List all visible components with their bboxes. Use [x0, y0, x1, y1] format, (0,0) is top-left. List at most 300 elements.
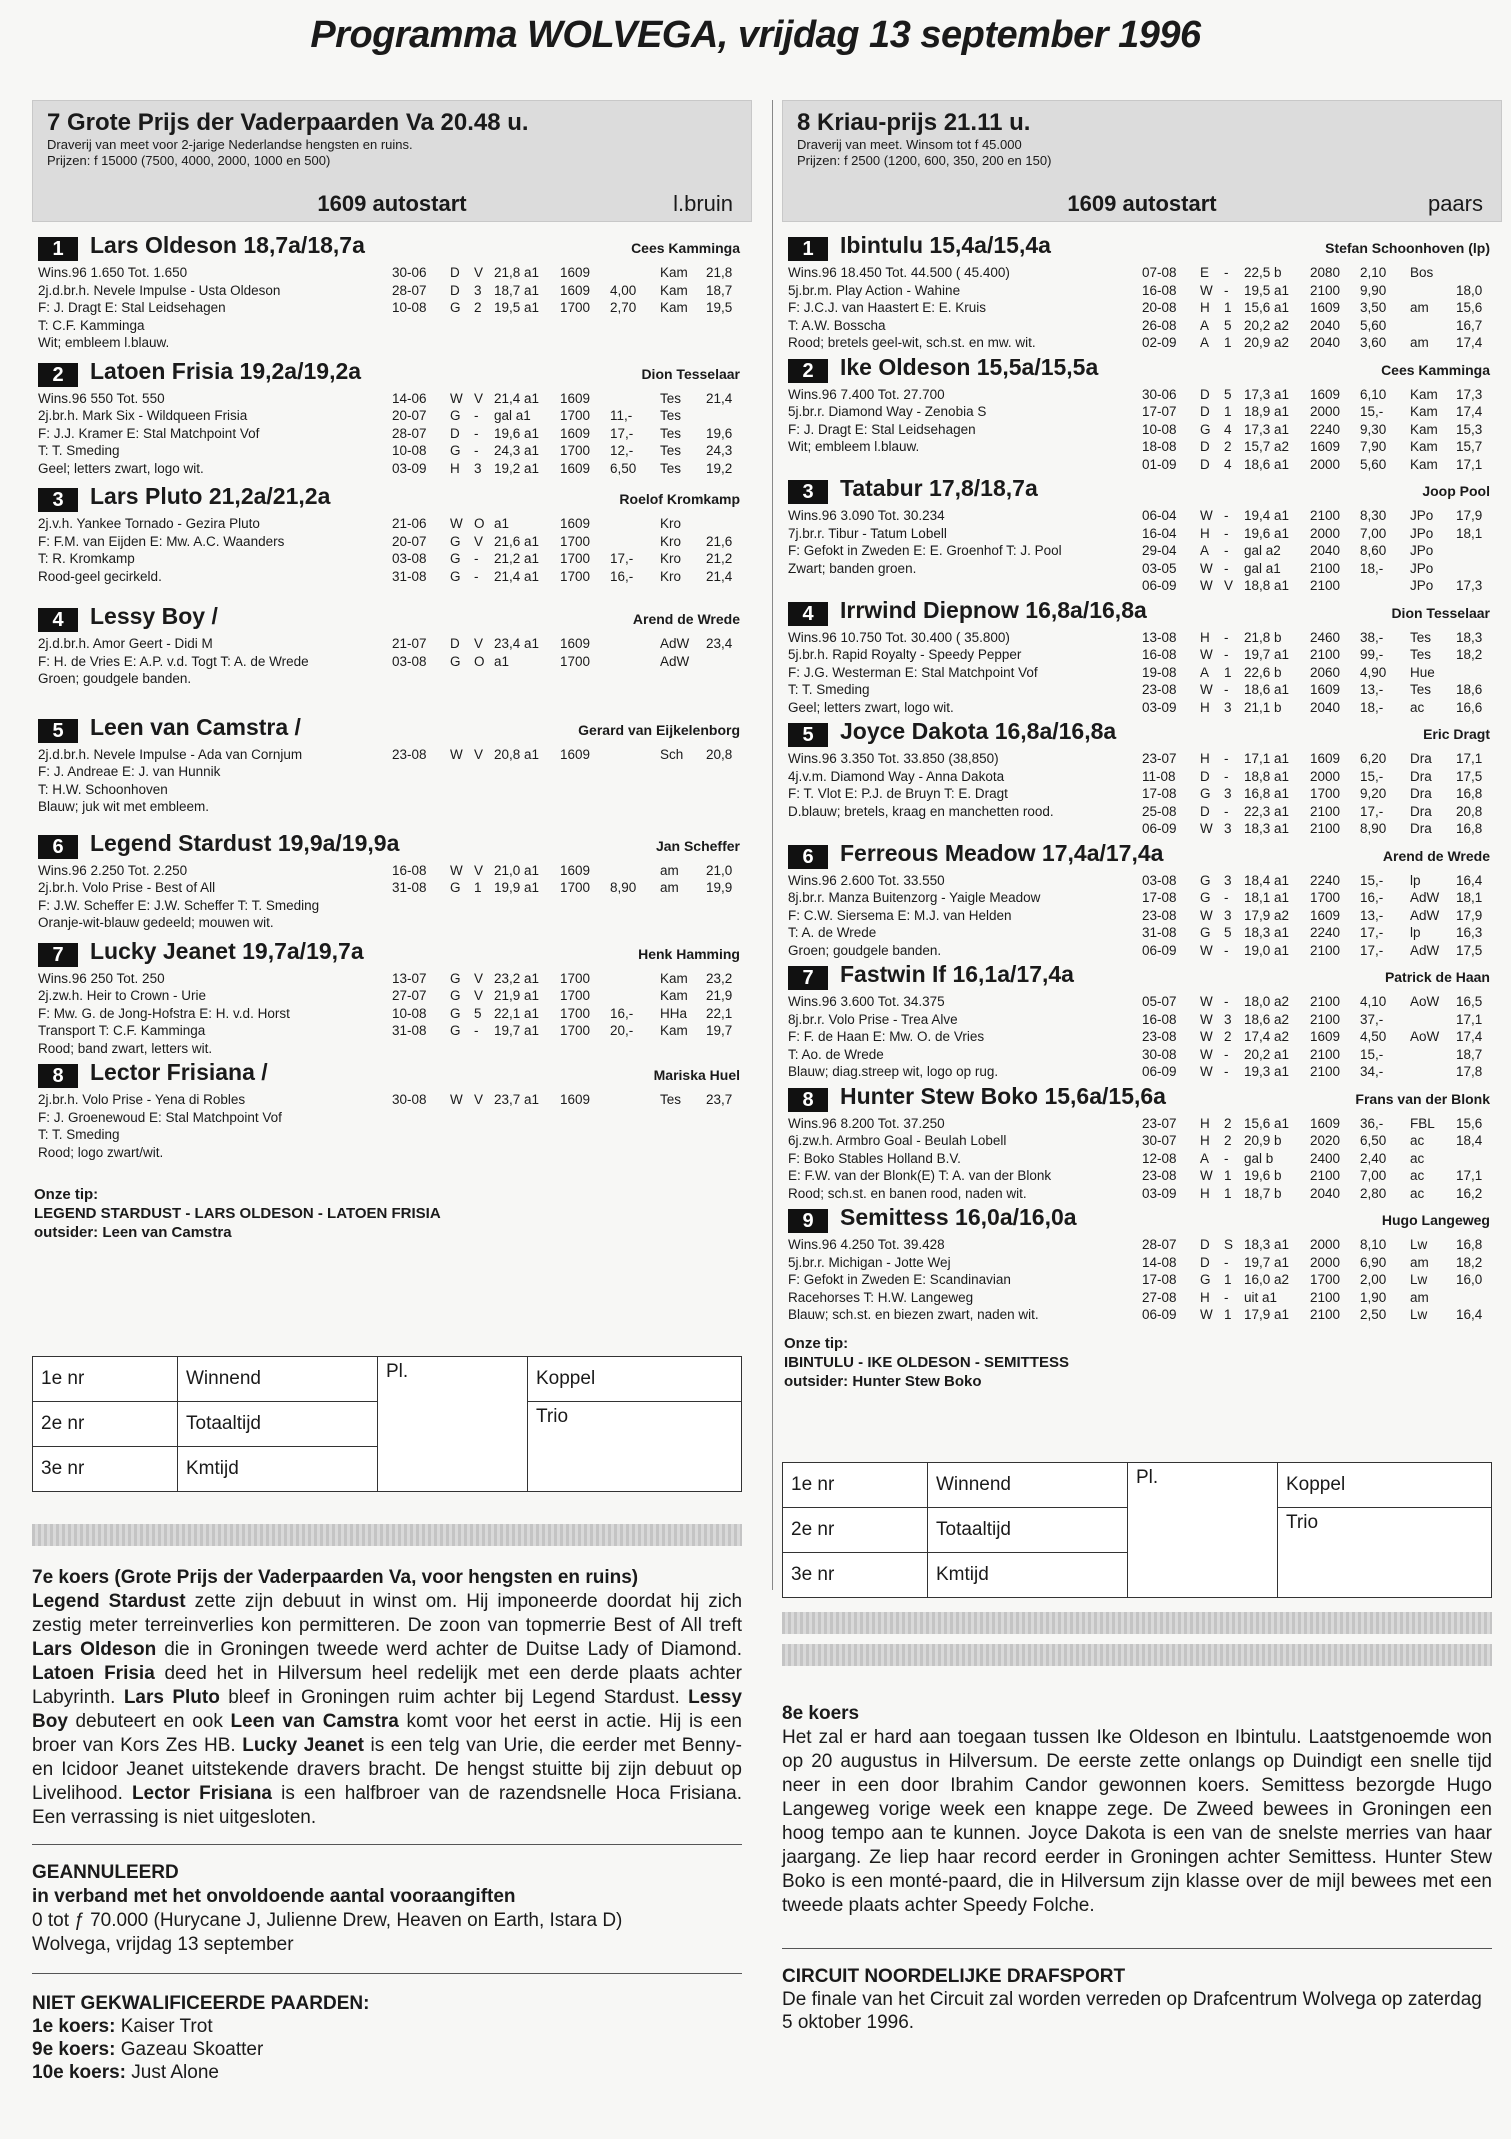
- horse-number: 4: [38, 608, 78, 632]
- result-cell: 06-04: [1142, 508, 1177, 523]
- separator-bar: [782, 1644, 1492, 1666]
- result-cell: H: [1200, 751, 1210, 766]
- horse-name: Lessy Boy /: [90, 603, 218, 629]
- result-cell: W: [1200, 682, 1213, 697]
- horse-number: 2: [38, 363, 78, 387]
- result-cell: 9,20: [1360, 786, 1387, 801]
- result-cell: 18,1: [1456, 890, 1483, 905]
- horse-info-line: F: J.W. Scheffer E: J.W. Scheffer T: T. Smeding: [38, 897, 320, 913]
- result-cell[interactable]: 3e nr: [783, 1553, 928, 1598]
- result-cell: -: [1224, 265, 1229, 280]
- result-cell: 17,-: [1360, 942, 1384, 958]
- horse-info-line: Wins.96 1.650 Tot. 1.650: [38, 265, 188, 280]
- separator-bar: [32, 1524, 742, 1546]
- horse-info-line: 8j.br.r. Manza Buitenzorg - Yaigle Meadow: [788, 890, 1041, 905]
- result-cell: 2040: [1310, 335, 1341, 350]
- horse-ref: Just Alone: [126, 2062, 219, 2083]
- result-cell[interactable]: Pl.: [1128, 1463, 1278, 1598]
- result-cell: 5,60: [1360, 317, 1387, 333]
- horse-name: Ike Oldeson 15,5a/15,5a: [840, 353, 1099, 380]
- horse-info: [32, 1091, 412, 1161]
- result-cell: 20,2 a1: [1244, 1046, 1290, 1062]
- horse-info-line: Wins.96 3.350 Tot. 33.850 (38,850): [788, 751, 999, 766]
- result-cell: 19,7 a1: [494, 1023, 540, 1038]
- result-cell: Kam: [1410, 386, 1438, 402]
- result-cell[interactable]: 2e nr: [33, 1402, 178, 1447]
- horse-number: 5: [38, 719, 78, 743]
- horse-info-line: Wins.96 8.200 Tot. 37.250: [788, 1115, 945, 1131]
- result-cell: -: [1224, 768, 1229, 784]
- horse-number: 3: [788, 480, 828, 504]
- horse-entry: [782, 475, 1502, 595]
- commentary-text: komt voor het eerst in actie. Hij is een broer van Kors Zes HB.: [32, 1711, 742, 1756]
- result-cell: 17,3 a1: [1244, 421, 1290, 437]
- result-row: [1142, 924, 1502, 942]
- result-cell[interactable]: Kmtijd: [178, 1447, 378, 1492]
- result-cell: 2,50: [1360, 1307, 1387, 1322]
- result-cell: 20,8: [1456, 803, 1483, 819]
- result-cell[interactable]: Koppel: [528, 1357, 742, 1402]
- result-cell: 7,90: [1360, 439, 1387, 454]
- result-cell: 16,0: [1456, 1272, 1483, 1287]
- horse-name-ref: Lars Pluto: [123, 1687, 220, 1708]
- result-cell: 2100: [1310, 1307, 1341, 1322]
- result-row: [1142, 1271, 1502, 1289]
- result-cell: 15,7 a2: [1244, 439, 1290, 454]
- result-cell: W: [1200, 1168, 1213, 1183]
- race-7-bottom: [32, 1356, 742, 2084]
- result-cell: 16,-: [1360, 890, 1384, 905]
- result-cell: 11-08: [1142, 768, 1176, 784]
- horse-details: [32, 970, 752, 1058]
- result-row: [392, 299, 752, 317]
- result-cell[interactable]: Trio: [528, 1402, 742, 1492]
- result-cell: 1609: [1310, 300, 1341, 315]
- result-cell: 23-07: [1142, 1115, 1177, 1131]
- horse-details: [782, 507, 1502, 595]
- result-cell: 21,1 b: [1244, 699, 1282, 715]
- result-cell: 17,9 a1: [1244, 1307, 1290, 1322]
- result-cell: 1609: [1310, 386, 1341, 402]
- result-cell: 16,8: [1456, 1237, 1483, 1252]
- result-cell: 8,90: [610, 880, 637, 895]
- horse-info-line: Wit; embleem l.blauw.: [38, 335, 170, 350]
- result-row: [392, 407, 752, 425]
- result-cell: 2100: [1310, 578, 1341, 593]
- result-cell: -: [474, 408, 479, 423]
- result-row: [1142, 525, 1502, 543]
- horse-driver: Patrick de Haan: [1384, 969, 1490, 985]
- result-cell: H: [1200, 300, 1210, 315]
- result-cell: lp: [1410, 925, 1421, 940]
- horse-name: Fastwin If 16,1a/17,4a: [840, 961, 1074, 987]
- horse-entry: [32, 483, 752, 585]
- result-cell[interactable]: Totaaltijd: [928, 1508, 1128, 1553]
- result-cell: Lw: [1410, 1307, 1428, 1322]
- result-cell: 17,4: [1456, 1029, 1483, 1044]
- tip-text: IBINTULU - IKE OLDESON - SEMITTESS: [784, 1353, 1070, 1371]
- divider: [782, 1948, 1492, 1949]
- result-row: [392, 879, 752, 897]
- horse-info-line: F: Gefokt in Zweden E: Scandinavian: [788, 1272, 1011, 1287]
- result-cell: 2100: [1310, 803, 1341, 819]
- horse-entry: [782, 1204, 1502, 1324]
- result-cell: 17,1: [1456, 1168, 1483, 1183]
- result-cell: 2,40: [1360, 1150, 1387, 1166]
- result-cell[interactable]: Winnend: [178, 1357, 378, 1402]
- horse-driver: Dion Tesselaar: [641, 365, 740, 382]
- result-cell: 2000: [1310, 1237, 1341, 1252]
- horse-name: Leen van Camstra /: [90, 713, 301, 740]
- horse-info-line: Wins.96 4.250 Tot. 39.428: [788, 1237, 945, 1252]
- result-cell: W: [1200, 1011, 1213, 1027]
- result-cell: 23-08: [1142, 1029, 1177, 1044]
- result-cell: 18,1: [1456, 525, 1483, 541]
- horse-info-line: Wins.96 250 Tot. 250: [38, 970, 165, 986]
- result-cell: 16,7: [1456, 317, 1483, 333]
- result-cell: 16-08: [1142, 1011, 1177, 1027]
- result-cell: H: [1200, 629, 1210, 645]
- geannuleerd-block: [32, 1861, 742, 1957]
- result-cell: 1700: [560, 880, 591, 895]
- horse-header: [32, 1059, 752, 1091]
- result-cell: V: [474, 533, 484, 549]
- result-cell: 6,10: [1360, 386, 1387, 402]
- horse-driver: Arend de Wrede: [1382, 847, 1490, 864]
- result-cell: 21-07: [392, 636, 427, 651]
- race-header: [32, 100, 752, 222]
- result-cell: 16,4: [1456, 872, 1483, 888]
- result-cell: H: [1200, 1133, 1210, 1148]
- result-row: [1142, 282, 1502, 300]
- result-cell: D: [1200, 1237, 1210, 1252]
- result-cell: W: [1200, 282, 1213, 298]
- result-cell: Dra: [1410, 786, 1432, 801]
- result-cell: 16,-: [610, 568, 634, 584]
- horse-number: 9: [788, 1209, 828, 1233]
- result-cell: 13-07: [392, 970, 427, 986]
- result-row: [1142, 507, 1502, 525]
- result-cell[interactable]: 1e nr: [33, 1357, 178, 1402]
- result-cell: D: [450, 265, 460, 280]
- result-cell: 28-07: [1142, 1237, 1177, 1252]
- result-cell[interactable]: Kmtijd: [928, 1553, 1128, 1598]
- result-cell: 18-08: [1142, 439, 1177, 454]
- result-cell: A: [1200, 1150, 1210, 1166]
- result-cell: 2040: [1310, 1185, 1341, 1201]
- result-cell: 29-04: [1142, 543, 1177, 558]
- race-distance: 1609 autostart: [1067, 191, 1217, 216]
- result-row: [1142, 820, 1502, 838]
- result-cell: am: [660, 862, 679, 878]
- result-cell: W: [1200, 560, 1213, 576]
- result-cell: 2100: [1310, 647, 1341, 662]
- result-cell: 1700: [560, 408, 591, 423]
- result-cell: 23,7 a1: [494, 1092, 540, 1107]
- result-cell: 21,4 a1: [494, 568, 540, 584]
- result-cell: 30-07: [1142, 1133, 1177, 1148]
- result-cell: 20,2 a2: [1244, 317, 1290, 333]
- result-cell: 1700: [1310, 1272, 1341, 1287]
- horse-info-line: Geel; letters zwart, logo wit.: [788, 699, 954, 715]
- result-cell: 15,3: [1456, 421, 1483, 437]
- result-cell: 16-04: [1142, 525, 1177, 541]
- result-cell: 1609: [1310, 1029, 1341, 1044]
- result-cell: 21,0: [706, 862, 733, 878]
- result-cell: G: [450, 443, 461, 458]
- result-cell: 1: [1224, 404, 1232, 419]
- separator-bar: [782, 1612, 1492, 1634]
- result-row: [392, 515, 752, 533]
- niet-gekwalificeerd-item: [32, 2038, 742, 2061]
- result-cell: -: [1224, 647, 1229, 662]
- result-cell: 18,-: [1360, 560, 1384, 576]
- result-cell: 3: [1224, 872, 1232, 888]
- geannuleerd-line: Wolvega, vrijdag 13 september: [32, 1934, 294, 1955]
- result-cell: 18,1 a1: [1244, 890, 1290, 905]
- result-cell: 23-07: [1142, 751, 1177, 766]
- horse-details: [782, 386, 1502, 474]
- result-cell: W: [1200, 1307, 1213, 1322]
- result-cell: Dra: [1410, 751, 1432, 766]
- result-cell[interactable]: Trio: [1278, 1508, 1492, 1598]
- result-cell: 25-08: [1142, 803, 1177, 819]
- horse-driver: Eric Dragt: [1423, 726, 1490, 742]
- horse-name: Irrwind Diepnow 16,8a/16,8a: [840, 596, 1147, 623]
- result-cell: 17,9 a2: [1244, 907, 1290, 923]
- result-cell[interactable]: Winnend: [928, 1463, 1128, 1508]
- result-cell: 18,3: [1456, 629, 1483, 645]
- geannuleerd-subheading: in verband met het onvoldoende aantal vooraangiften: [32, 1886, 516, 1907]
- result-cell: 18,4: [1456, 1133, 1483, 1148]
- result-cell: 20-07: [392, 533, 427, 549]
- horse-number: 7: [38, 943, 78, 967]
- result-row: [1142, 629, 1502, 647]
- result-row: [392, 390, 752, 408]
- result-cell: 30-06: [1142, 386, 1177, 402]
- result-cell: 18,8 a1: [1244, 768, 1290, 784]
- result-cell: 19,9 a1: [494, 880, 540, 895]
- result-cell: 17,3: [1456, 386, 1483, 402]
- result-cell: 20,9 b: [1244, 1133, 1282, 1148]
- result-row: [392, 1091, 752, 1109]
- horse-info: [782, 264, 1162, 352]
- result-cell: 2000: [1310, 404, 1341, 419]
- result-table-race-7: [32, 1356, 742, 1492]
- result-cell[interactable]: 2e nr: [783, 1508, 928, 1553]
- result-cell: 1609: [560, 425, 591, 441]
- horse-results: [392, 635, 752, 670]
- result-cell: 2400: [1310, 1150, 1341, 1166]
- result-cell: 07-08: [1142, 265, 1177, 280]
- horse-info-line: 2j.d.br.h. Nevele Impulse - Ada van Cornjum: [38, 746, 303, 762]
- commentary-8: [782, 1702, 1492, 1918]
- result-cell[interactable]: Totaaltijd: [178, 1402, 378, 1447]
- horse-info: [32, 264, 412, 352]
- horse-info: [782, 629, 1162, 717]
- result-cell: 5: [1224, 317, 1232, 333]
- result-cell: G: [450, 568, 461, 584]
- niet-gekwalificeerd-item: [32, 2061, 742, 2084]
- result-cell: -: [1224, 525, 1229, 541]
- result-cell: 99,-: [1360, 647, 1384, 662]
- result-cell: 19,2: [706, 460, 733, 476]
- horse-header: [32, 830, 752, 862]
- result-cell: D: [1200, 803, 1210, 819]
- horse-ref: Gazeau Skoatter: [115, 2039, 264, 2060]
- result-cell: 4: [1224, 456, 1232, 472]
- result-row: [1142, 1289, 1502, 1307]
- result-cell: Kam: [1410, 439, 1438, 454]
- tip-outsider: outsider: Hunter Stew Boko: [784, 1372, 982, 1390]
- result-row: [1142, 664, 1502, 682]
- result-cell: 1: [1224, 1185, 1232, 1201]
- horse-results: [392, 862, 752, 897]
- result-cell: 4,10: [1360, 994, 1387, 1009]
- horse-info-line: F: J. Dragt E: Stal Leidsehagen: [38, 300, 226, 315]
- horse-number: 2: [788, 359, 828, 383]
- result-cell[interactable]: 3e nr: [33, 1447, 178, 1492]
- horse-info-line: Blauw; juk wit met embleem.: [38, 799, 210, 814]
- result-cell: a1: [494, 516, 510, 531]
- result-cell: H: [1200, 1185, 1210, 1201]
- result-cell: 2040: [1310, 543, 1341, 558]
- horse-info-line: 2j.zw.h. Heir to Crown - Urie: [38, 988, 207, 1003]
- result-cell: gal a1: [494, 408, 531, 423]
- horse-info: [782, 1115, 1162, 1203]
- result-cell: 4,50: [1360, 1029, 1387, 1044]
- result-cell: 1700: [560, 300, 591, 315]
- result-row: [1142, 646, 1502, 664]
- horse-info-line: 7j.br.r. Tibur - Tatum Lobell: [788, 525, 947, 541]
- horse-driver: Stefan Schoonhoven (lp): [1325, 240, 1490, 256]
- horse-info-line: F: Gefokt in Zweden E: E. Groenhof T: J. Pool: [788, 543, 1062, 558]
- result-cell: D: [450, 282, 460, 298]
- result-cell: G: [450, 970, 461, 986]
- result-cell: 18,6 a1: [1244, 682, 1290, 697]
- result-cell: 18,0 a2: [1244, 994, 1290, 1009]
- result-cell: D: [1200, 386, 1210, 402]
- result-row: [1142, 768, 1502, 786]
- result-cell: 1: [1224, 1307, 1232, 1322]
- horse-entry: [782, 232, 1502, 352]
- horse-info-line: T: T. Smeding: [788, 682, 870, 697]
- horse-info: [32, 970, 412, 1058]
- horse-name: Tatabur 17,8/18,7a: [840, 475, 1038, 501]
- horse-info-line: 5j.br.h. Rapid Royalty - Speedy Pepper: [788, 647, 1022, 662]
- result-row: [392, 282, 752, 300]
- result-cell: am: [1410, 300, 1429, 315]
- result-cell: 06-09: [1142, 1307, 1177, 1322]
- horse-info-line: F: J. Andreae E: J. van Hunnik: [38, 764, 221, 779]
- horse-header: [782, 232, 1502, 264]
- horse-header: [32, 938, 752, 970]
- result-cell[interactable]: 1e nr: [783, 1463, 928, 1508]
- result-cell: V: [474, 988, 484, 1003]
- result-row: [1142, 334, 1502, 352]
- result-cell: 1609: [1310, 439, 1341, 454]
- result-cell[interactable]: Koppel: [1278, 1463, 1492, 1508]
- result-cell: 3: [1224, 786, 1232, 801]
- result-cell: 19,9: [706, 880, 733, 895]
- result-cell: 3,50: [1360, 300, 1387, 315]
- result-cell: 16-08: [1142, 282, 1177, 298]
- horse-name-ref: Legend Stardust: [32, 1591, 186, 1612]
- result-cell: 18,7 b: [1244, 1185, 1282, 1201]
- result-cell: 2: [1224, 1133, 1232, 1148]
- result-cell: -: [474, 551, 479, 566]
- circuit-text: De finale van het Circuit zal worden verreden op Drafcentrum Wolvega op zaterdag 5 oktober 1996.: [782, 1989, 1482, 2033]
- result-cell: 1609: [560, 862, 591, 878]
- horse-info-line: Wins.96 7.400 Tot. 27.700: [788, 386, 945, 402]
- horse-entry: [32, 1059, 752, 1161]
- result-cell: G: [1200, 786, 1211, 801]
- result-row: [1142, 889, 1502, 907]
- result-cell: G: [450, 408, 461, 423]
- result-cell: V: [474, 746, 484, 762]
- horse-name-ref: Lector Frisiana: [131, 1783, 272, 1804]
- result-cell: 1700: [560, 443, 591, 458]
- horse-name-ref: Lessy Boy: [32, 1687, 742, 1732]
- result-cell: 17,4: [1456, 335, 1483, 350]
- horse-entry: [782, 718, 1502, 838]
- result-cell: 31-08: [392, 568, 427, 584]
- result-row: [392, 568, 752, 586]
- result-cell: 2: [1224, 439, 1232, 454]
- horse-info-line: F: Boko Stables Holland B.V.: [788, 1150, 961, 1166]
- result-cell: 1609: [560, 390, 591, 406]
- result-cell[interactable]: Pl.: [378, 1357, 528, 1492]
- result-cell: 06-09: [1142, 1064, 1177, 1079]
- horse-name: Joyce Dakota 16,8a/16,8a: [840, 718, 1117, 744]
- result-cell: 1609: [560, 516, 591, 531]
- result-cell: Kam: [660, 282, 688, 298]
- result-cell: Tes: [660, 390, 682, 406]
- result-cell: 03-08: [1142, 872, 1177, 888]
- horse-driver: Arend de Wrede: [632, 611, 740, 627]
- result-cell: D: [450, 636, 460, 651]
- tip-label: Onze tip:: [784, 1334, 849, 1352]
- horse-info-line: F: T. Vlot E: P.J. de Bruyn T: E. Dragt: [788, 786, 1008, 801]
- result-cell: 21,9 a1: [494, 988, 540, 1003]
- horse-info-line: Wins.96 18.450 Tot. 44.500 ( 45.400): [788, 265, 1010, 280]
- result-cell: 19,4 a1: [1244, 508, 1290, 523]
- result-cell: 17,4: [1456, 404, 1483, 419]
- horse-driver: Frans van der Blonk: [1355, 1090, 1490, 1107]
- result-cell: 1: [1224, 300, 1232, 315]
- result-cell: am: [660, 880, 679, 895]
- result-cell: 4,00: [610, 282, 637, 298]
- result-cell: G: [1200, 1272, 1211, 1287]
- result-row: [392, 862, 752, 880]
- result-cell: 18,8 a1: [1244, 578, 1290, 593]
- result-cell: 30-06: [392, 265, 427, 280]
- result-cell: am: [1410, 335, 1429, 350]
- result-cell: ac: [1410, 699, 1425, 715]
- result-cell: Dra: [1410, 803, 1432, 819]
- result-cell: 18,6: [1456, 682, 1483, 697]
- result-cell: 6,20: [1360, 751, 1387, 766]
- result-cell: ac: [1410, 1133, 1425, 1148]
- result-cell: G: [450, 1023, 461, 1038]
- result-cell: 21,2: [706, 551, 733, 566]
- result-row: [1142, 1236, 1502, 1254]
- horse-info-line: Wins.96 3.090 Tot. 30.234: [788, 508, 945, 523]
- result-cell: 8,30: [1360, 508, 1387, 523]
- result-cell: 16,2: [1456, 1185, 1483, 1201]
- result-cell: 22,1: [706, 1005, 733, 1021]
- race-label: 9e koers:: [32, 2039, 116, 2060]
